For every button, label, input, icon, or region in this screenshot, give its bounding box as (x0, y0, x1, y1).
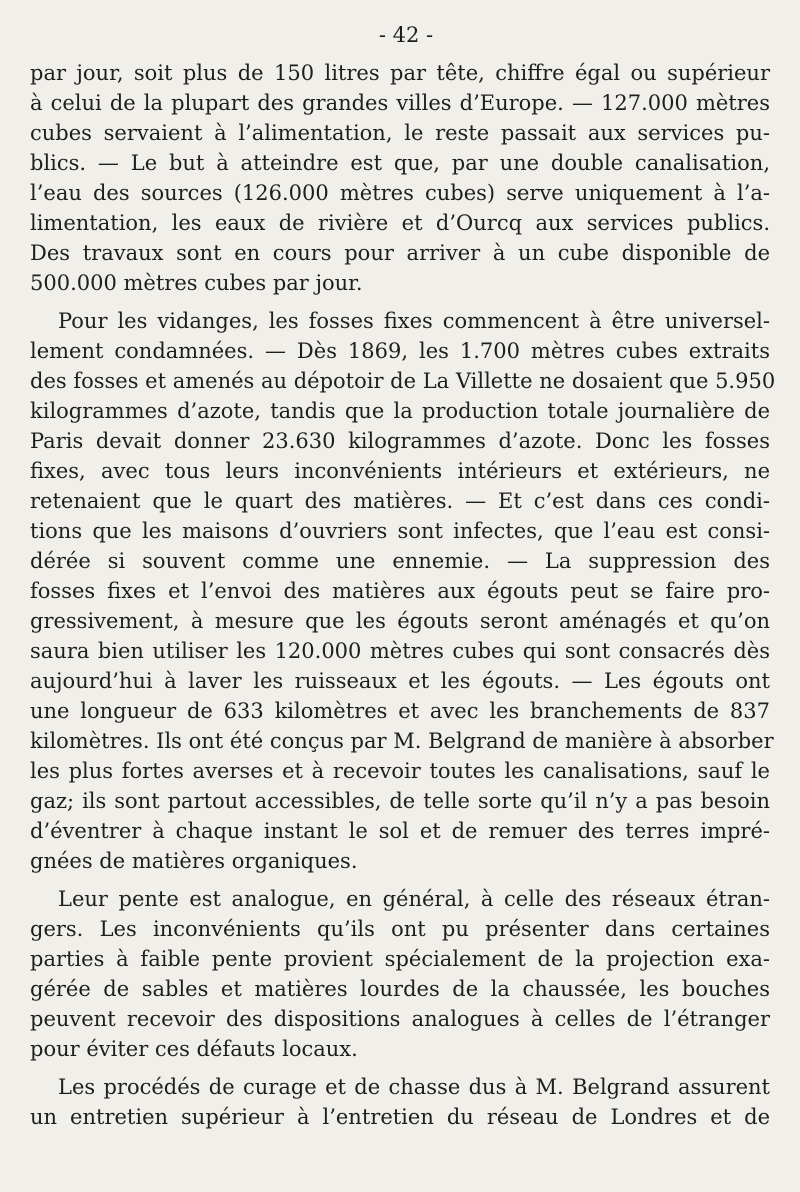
text-line: à celui de la plupart des grandes villes d’Europe. — 127.000 mètres (30, 91, 770, 115)
text-line: gérée de sables et matières lourdes de la chaussée, les bouches (30, 977, 770, 1001)
text-line: gers. Les inconvénients qu’ils ont pu présenter dans certaines (30, 917, 770, 941)
paragraph-gap (30, 1064, 770, 1072)
text-line: kilogrammes d’azote, tandis que la production totale journalière de (30, 399, 770, 423)
paragraph-gap (30, 876, 770, 884)
text-line: retenaient que le quart des matières. — Et c’est dans ces condi- (30, 489, 770, 513)
text-line: aujourd’hui à laver les ruisseaux et les égouts. — Les égouts ont (30, 669, 770, 693)
text-line: lement condamnées. — Dès 1869, les 1.700 mètres cubes extraits (30, 339, 770, 363)
paragraph (30, 306, 776, 876)
text-line: peuvent recevoir des dispositions analogues à celles de l’étranger (30, 1007, 770, 1031)
text-line: fosses fixes et l’envoi des matières aux égouts peut se faire pro- (30, 579, 770, 603)
text-line: cubes servaient à l’alimentation, le reste passait aux services pu- (30, 121, 770, 145)
text-line: les plus fortes averses et à recevoir toutes les canalisations, sauf le (30, 759, 770, 783)
text-line: dérée si souvent comme une ennemie. — La suppression des (30, 549, 770, 573)
paragraph-gap (30, 298, 770, 306)
text-line: d’éventrer à chaque instant le sol et de remuer des terres impré- (30, 819, 770, 843)
text-line: des fosses et amenés au dépotoir de La Villette ne dosaient que 5.950 (30, 369, 776, 393)
text-line: 500.000 mètres cubes par jour. (30, 271, 363, 295)
body-text (30, 58, 776, 1132)
text-line: gaz; ils sont partout accessibles, de telle sorte qu’il n’y a pas besoin (30, 789, 770, 813)
text-line: fixes, avec tous leurs inconvénients intérieurs et extérieurs, ne (30, 459, 770, 483)
text-line: limentation, les eaux de rivière et d’Ourcq aux services publics. (30, 211, 770, 235)
text-line: saura bien utiliser les 120.000 mètres cubes qui sont consacrés dès (30, 639, 770, 663)
text-line: Les procédés de curage et de chasse dus à M. Belgrand assurent (58, 1075, 770, 1099)
text-line: gnées de matières organiques. (30, 849, 358, 873)
text-line: kilomètres. Ils ont été conçus par M. Belgrand de manière à absorber (30, 729, 774, 753)
text-line: blics. — Le but à atteindre est que, par une double canalisation, (30, 151, 770, 175)
paragraph (30, 884, 770, 1064)
text-line: Pour les vidanges, les fosses fixes commencent à être universel- (58, 309, 770, 333)
text-line: Paris devait donner 23.630 kilogrammes d’azote. Donc les fosses (30, 429, 770, 453)
text-line: Leur pente est analogue, en général, à celle des réseaux étran- (58, 887, 770, 911)
text-line: l’eau des sources (126.000 mètres cubes) serve uniquement à l’a- (30, 181, 770, 205)
text-line: gressivement, à mesure que les égouts seront aménagés et qu’on (30, 609, 770, 633)
paragraph (30, 1072, 770, 1132)
text-line: pour éviter ces défauts locaux. (30, 1037, 358, 1061)
text-line: une longueur de 633 kilomètres et avec les branchements de 837 (30, 699, 770, 723)
text-line: parties à faible pente provient spécialement de la projection exa- (30, 947, 770, 971)
text-line: Des travaux sont en cours pour arriver à un cube disponible de (30, 241, 770, 265)
text-line: tions que les maisons d’ouvriers sont infectes, que l’eau est consi- (30, 519, 770, 543)
page-number: - 42 - (378, 23, 434, 47)
text-line: par jour, soit plus de 150 litres par tête, chiffre égal ou supérieur (30, 61, 770, 85)
paragraph (30, 58, 770, 298)
text-line: un entretien supérieur à l’entretien du réseau de Londres et de (30, 1105, 770, 1129)
